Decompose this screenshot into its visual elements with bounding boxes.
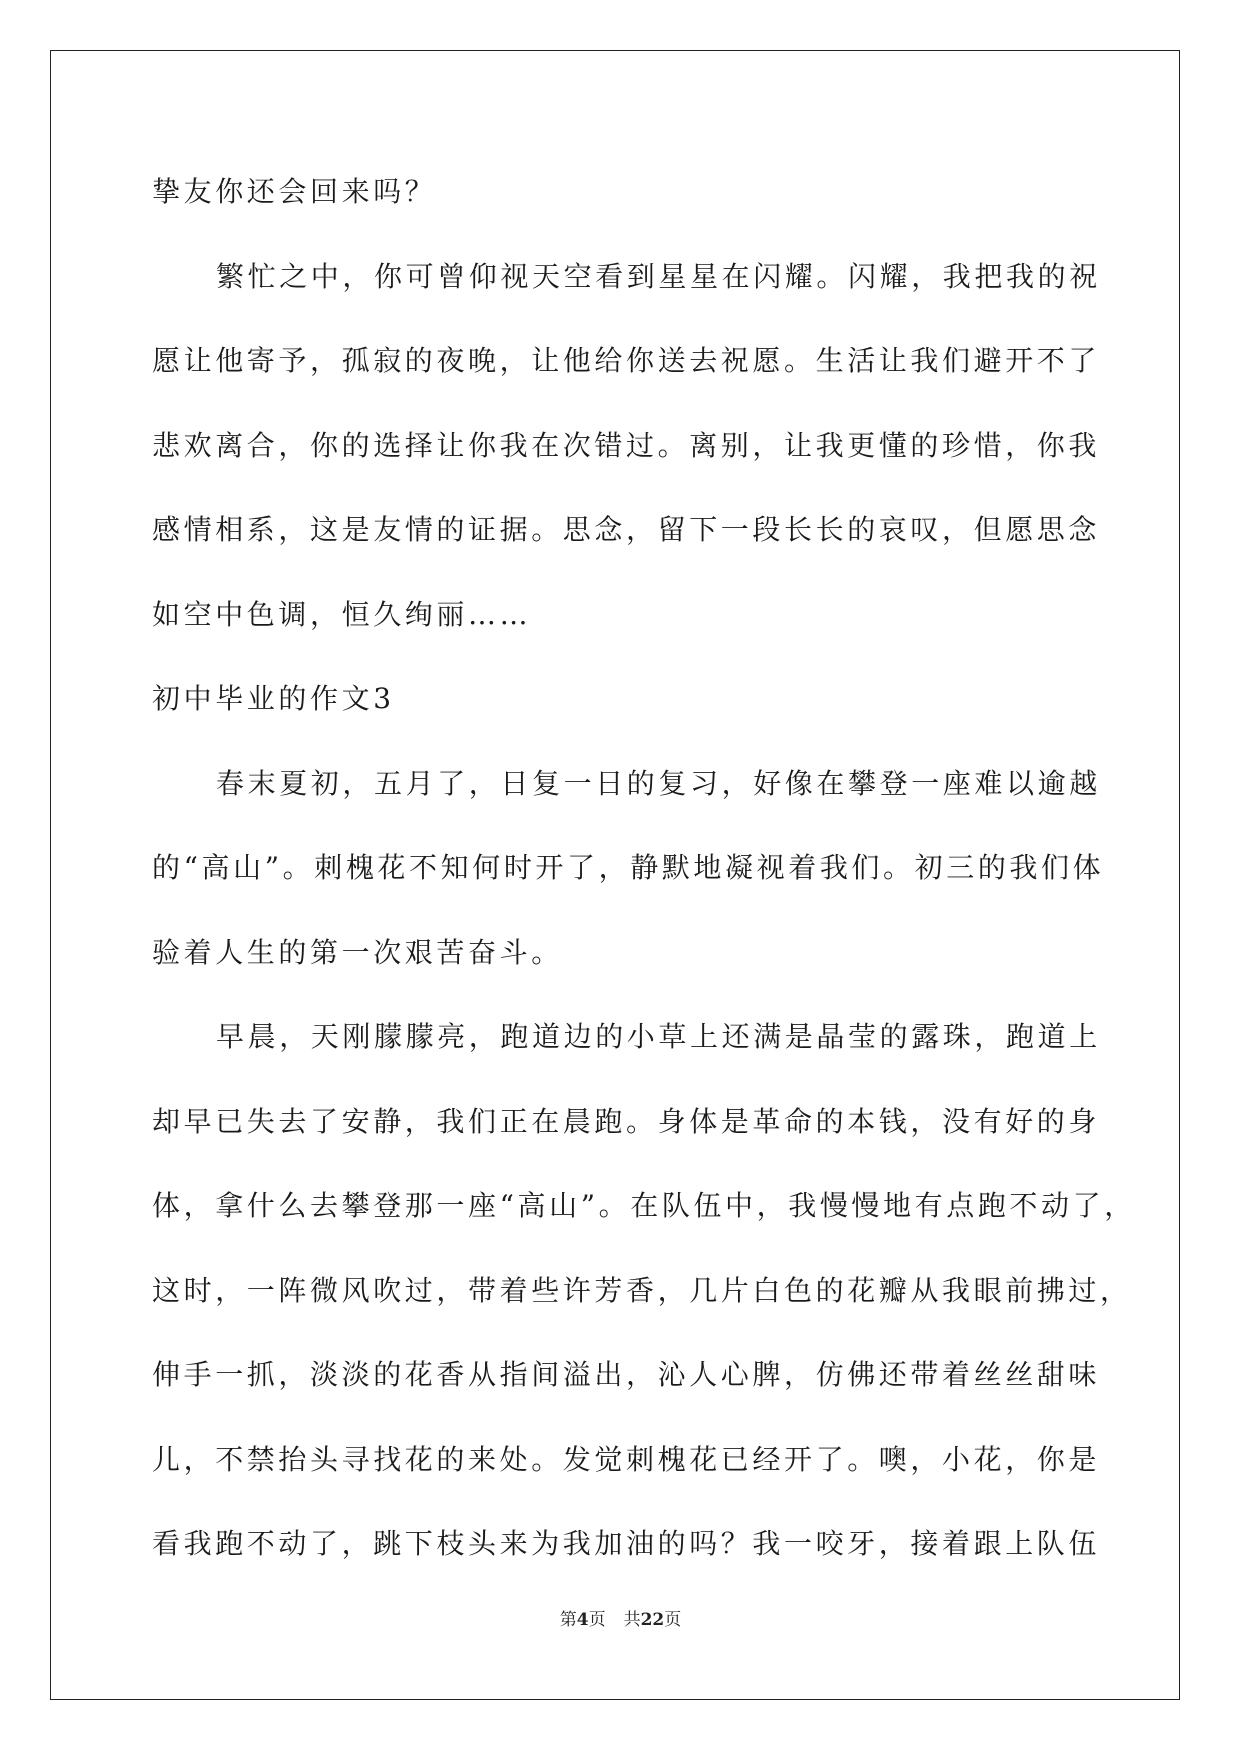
total-suffix: 页 [664, 1610, 682, 1630]
text-line: 这时，一阵微风吹过，带着些许芳香，几片白色的花瓣从我眼前拂过， [152, 1273, 1132, 1307]
text-line: 愿让他寄予，孤寂的夜晚，让他给你送去祝愿。生活让我们避开不了 [152, 344, 1101, 377]
text-line: 看我跑不动了，跳下枝头来为我加油的吗？我一咬牙，接着跟上队伍 [152, 1527, 1101, 1560]
section-title: 初中毕业的作文3 [152, 682, 395, 715]
text-line: 儿，不禁抬头寻找花的来处。发觉刺槐花已经开了。噢，小花，你是 [152, 1442, 1101, 1476]
total-pages: 22 [640, 1610, 665, 1630]
text-line: 的“高山”。刺槐花不知何时开了，静默地凝视着我们。初三的我们体 [152, 851, 1105, 884]
text-line: 悲欢离合，你的选择让你我在次错过。离别，让我更懂的珍惜，你我 [152, 428, 1101, 462]
total-prefix: 共 [623, 1610, 641, 1630]
text-line: 却早已失去了安静，我们正在晨跑。身体是革命的本钱，没有好的身 [152, 1104, 1101, 1138]
text-line: 伸手一抓，淡淡的花香从指间溢出，沁人心脾，仿佛还带着丝丝甜味 [152, 1358, 1101, 1391]
document-body [152, 150, 1136, 1587]
page-suffix: 页 [588, 1610, 606, 1630]
page-prefix: 第 [559, 1610, 577, 1630]
page-footer [0, 1605, 1241, 1630]
text-line: 体，拿什么去攀登那一座“高山”。在队伍中，我慢慢地有点跑不动了， [152, 1189, 1136, 1222]
text-line: 验着人生的第一次艰苦奋斗。 [152, 935, 563, 969]
paragraph-start: 繁忙之中，你可曾仰视天空看到星星在闪耀。闪耀，我把我的祝 [216, 259, 1101, 293]
paragraph-start: 春末夏初，五月了，日复一日的复习，好像在攀登一座难以逾越 [216, 766, 1101, 800]
text-line: 如空中色调，恒久绚丽…… [152, 597, 532, 631]
text-line: 感情相系，这是友情的证据。思念，留下一段长长的哀叹，但愿思念 [152, 513, 1101, 546]
paragraph-start: 早晨，天刚朦朦亮，跑道边的小草上还满是晶莹的露珠，跑道上 [216, 1020, 1101, 1053]
page-number: 4 [576, 1610, 589, 1630]
text-line: 挚友你还会回来吗？ [152, 175, 437, 208]
